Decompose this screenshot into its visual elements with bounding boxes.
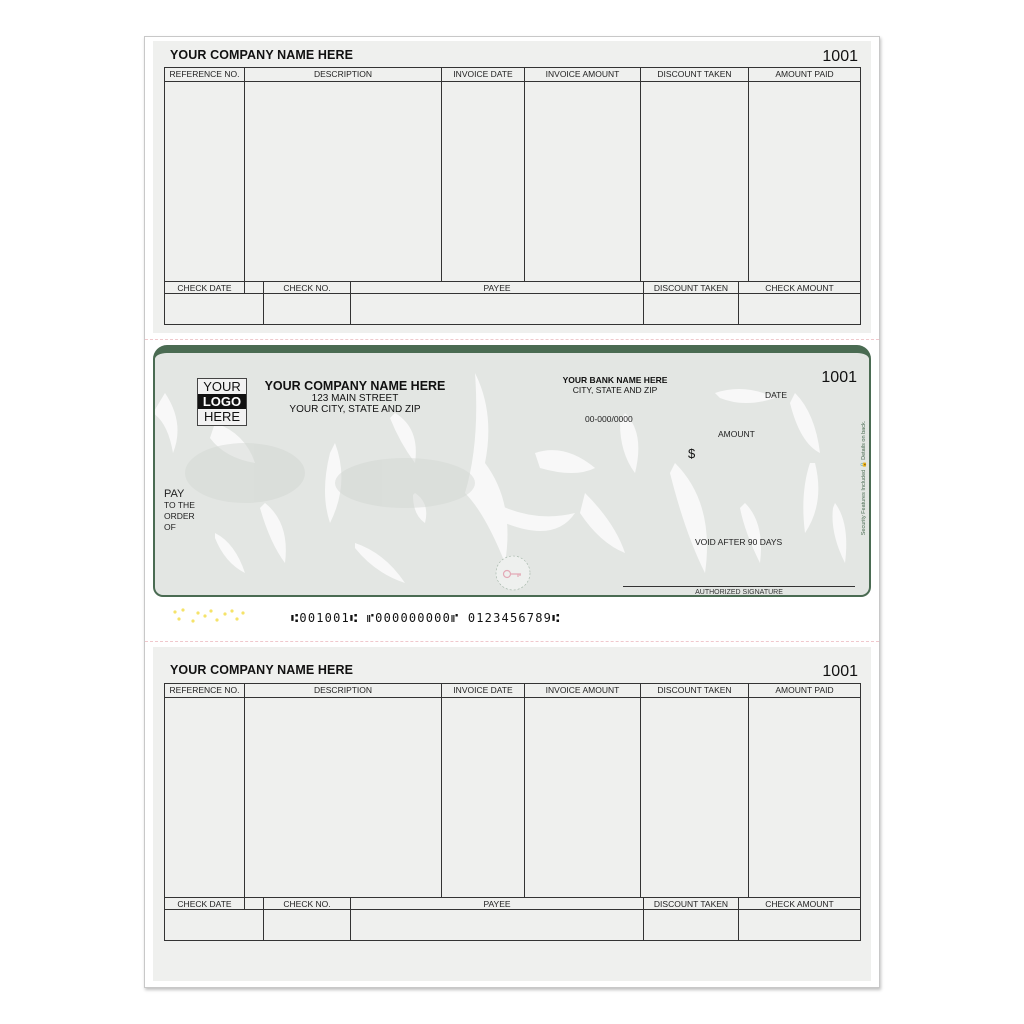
logo-line-3: HERE	[203, 409, 241, 424]
stub-company-name: YOUR COMPANY NAME HERE	[170, 48, 354, 62]
check-sheet	[144, 36, 880, 988]
col-check-amount: CHECK AMOUNT	[765, 283, 834, 293]
invoice-table-header	[165, 68, 860, 82]
date-label: DATE	[765, 390, 788, 400]
perforation-line-top	[145, 339, 879, 340]
cell-check-date[interactable]	[165, 910, 264, 940]
cell-check-amount[interactable]	[739, 294, 860, 324]
pay-to-the-order-of	[164, 489, 195, 533]
col-amount-paid: AMOUNT PAID	[775, 69, 834, 79]
logo-line-1: YOUR	[203, 379, 241, 394]
bank-block	[550, 375, 680, 395]
cell-invoice-amount[interactable]	[525, 82, 641, 281]
stub-check-number: 1001	[822, 48, 858, 65]
pay-label: PAY	[164, 488, 185, 500]
summary-table-header	[165, 281, 860, 294]
col-check-no: CHECK NO.	[264, 898, 351, 909]
col-discount-taken: DISCOUNT TAKEN	[641, 68, 749, 81]
col-invoice-amount: INVOICE AMOUNT	[525, 684, 641, 697]
signature-line[interactable]	[623, 586, 855, 587]
cell-invoice-date[interactable]	[442, 82, 525, 281]
col-description: DESCRIPTION	[245, 684, 442, 697]
summary-table	[164, 281, 861, 325]
col-discount-taken: DISCOUNT TAKEN	[641, 684, 749, 697]
cell-invoice-date[interactable]	[442, 698, 525, 897]
voucher-stub-bottom	[153, 647, 871, 981]
true-watermark-seal-icon	[493, 553, 533, 593]
security-banner: THE FACE OF THIS DOCUMENT HAS A COLORED BACKGROUND ON WHITE PAPER	[381, 346, 643, 352]
col-payee: PAYEE	[351, 282, 644, 293]
perforation-line-bottom	[145, 641, 879, 642]
bank-name: YOUR BANK NAME HERE	[562, 375, 668, 385]
invoice-table-header	[165, 684, 860, 698]
void-notice: VOID AFTER 90 DAYS	[695, 537, 783, 547]
cell-reference-no[interactable]	[165, 698, 245, 897]
payer-block	[255, 379, 455, 415]
pay-label-line-4: OF	[164, 522, 176, 532]
summary-table	[164, 897, 861, 941]
col-check-date: CHECK DATE	[165, 898, 245, 909]
col-reference-no: REFERENCE NO.	[165, 684, 245, 697]
col-check-amount: CHECK AMOUNT	[765, 899, 834, 909]
cell-check-no[interactable]	[264, 910, 351, 940]
col-reference-no: REFERENCE NO.	[165, 68, 245, 81]
cell-discount-taken[interactable]	[641, 698, 749, 897]
invoice-table-body	[165, 82, 860, 281]
cell-discount-taken[interactable]	[644, 910, 739, 940]
cell-payee[interactable]	[351, 294, 644, 324]
invoice-table	[164, 67, 861, 282]
logo-placeholder	[197, 378, 247, 426]
cell-check-no[interactable]	[264, 294, 351, 324]
dollar-sign: $	[688, 446, 696, 461]
cell-description[interactable]	[245, 82, 442, 281]
cell-amount-paid[interactable]	[749, 82, 860, 281]
col-spacer	[245, 898, 264, 909]
cell-reference-no[interactable]	[165, 82, 245, 281]
signature-label: AUTHORIZED SIGNATURE	[695, 589, 783, 596]
stub-company-name: YOUR COMPANY NAME HERE	[170, 663, 354, 677]
voucher-stub-top	[153, 41, 871, 333]
col-description: DESCRIPTION	[245, 68, 442, 81]
cell-discount-taken[interactable]	[641, 82, 749, 281]
summary-table-header	[165, 897, 860, 910]
cell-discount-taken[interactable]	[644, 294, 739, 324]
cell-check-amount[interactable]	[739, 910, 860, 940]
col-discount-taken: DISCOUNT TAKEN	[644, 898, 739, 909]
micr-line: ⑆001001⑆ ⑈000000000⑈ 0123456789⑆	[291, 611, 561, 625]
col-check-no: CHECK NO.	[264, 282, 351, 293]
cell-description[interactable]	[245, 698, 442, 897]
pay-label-line-3: ORDER	[164, 511, 195, 521]
stub-check-number: 1001	[822, 663, 858, 680]
col-payee: PAYEE	[351, 898, 644, 909]
cell-invoice-amount[interactable]	[525, 698, 641, 897]
logo-line-2: LOGO	[198, 394, 246, 409]
pay-label-line-2: TO THE	[164, 500, 195, 510]
col-discount-taken: DISCOUNT TAKEN	[644, 282, 739, 293]
col-check-date: CHECK DATE	[165, 282, 245, 293]
summary-table-body	[165, 294, 860, 324]
cell-amount-paid[interactable]	[749, 698, 860, 897]
amount-label: AMOUNT	[718, 429, 755, 439]
summary-table-body	[165, 910, 860, 940]
security-dots-icon	[171, 607, 246, 629]
bank-city: CITY, STATE AND ZIP	[572, 385, 658, 395]
col-spacer	[245, 282, 264, 293]
cell-check-date[interactable]	[165, 294, 264, 324]
routing-fraction: 00-000/0000	[585, 414, 633, 424]
payer-name: YOUR COMPANY NAME HERE	[264, 379, 446, 393]
security-features-note	[858, 403, 870, 553]
col-amount-paid: AMOUNT PAID	[775, 685, 834, 695]
cell-payee[interactable]	[351, 910, 644, 940]
check-face	[153, 345, 871, 597]
payer-street: 123 MAIN STREET	[311, 393, 399, 404]
col-invoice-date: INVOICE DATE	[442, 684, 525, 697]
payer-city: YOUR CITY, STATE AND ZIP	[289, 404, 421, 415]
invoice-table-body	[165, 698, 860, 897]
check-number: 1001	[821, 369, 857, 386]
col-invoice-date: INVOICE DATE	[442, 68, 525, 81]
security-note-text: Security Features Included 🔒 Details on back.	[861, 420, 867, 536]
col-invoice-amount: INVOICE AMOUNT	[525, 68, 641, 81]
invoice-table	[164, 683, 861, 898]
